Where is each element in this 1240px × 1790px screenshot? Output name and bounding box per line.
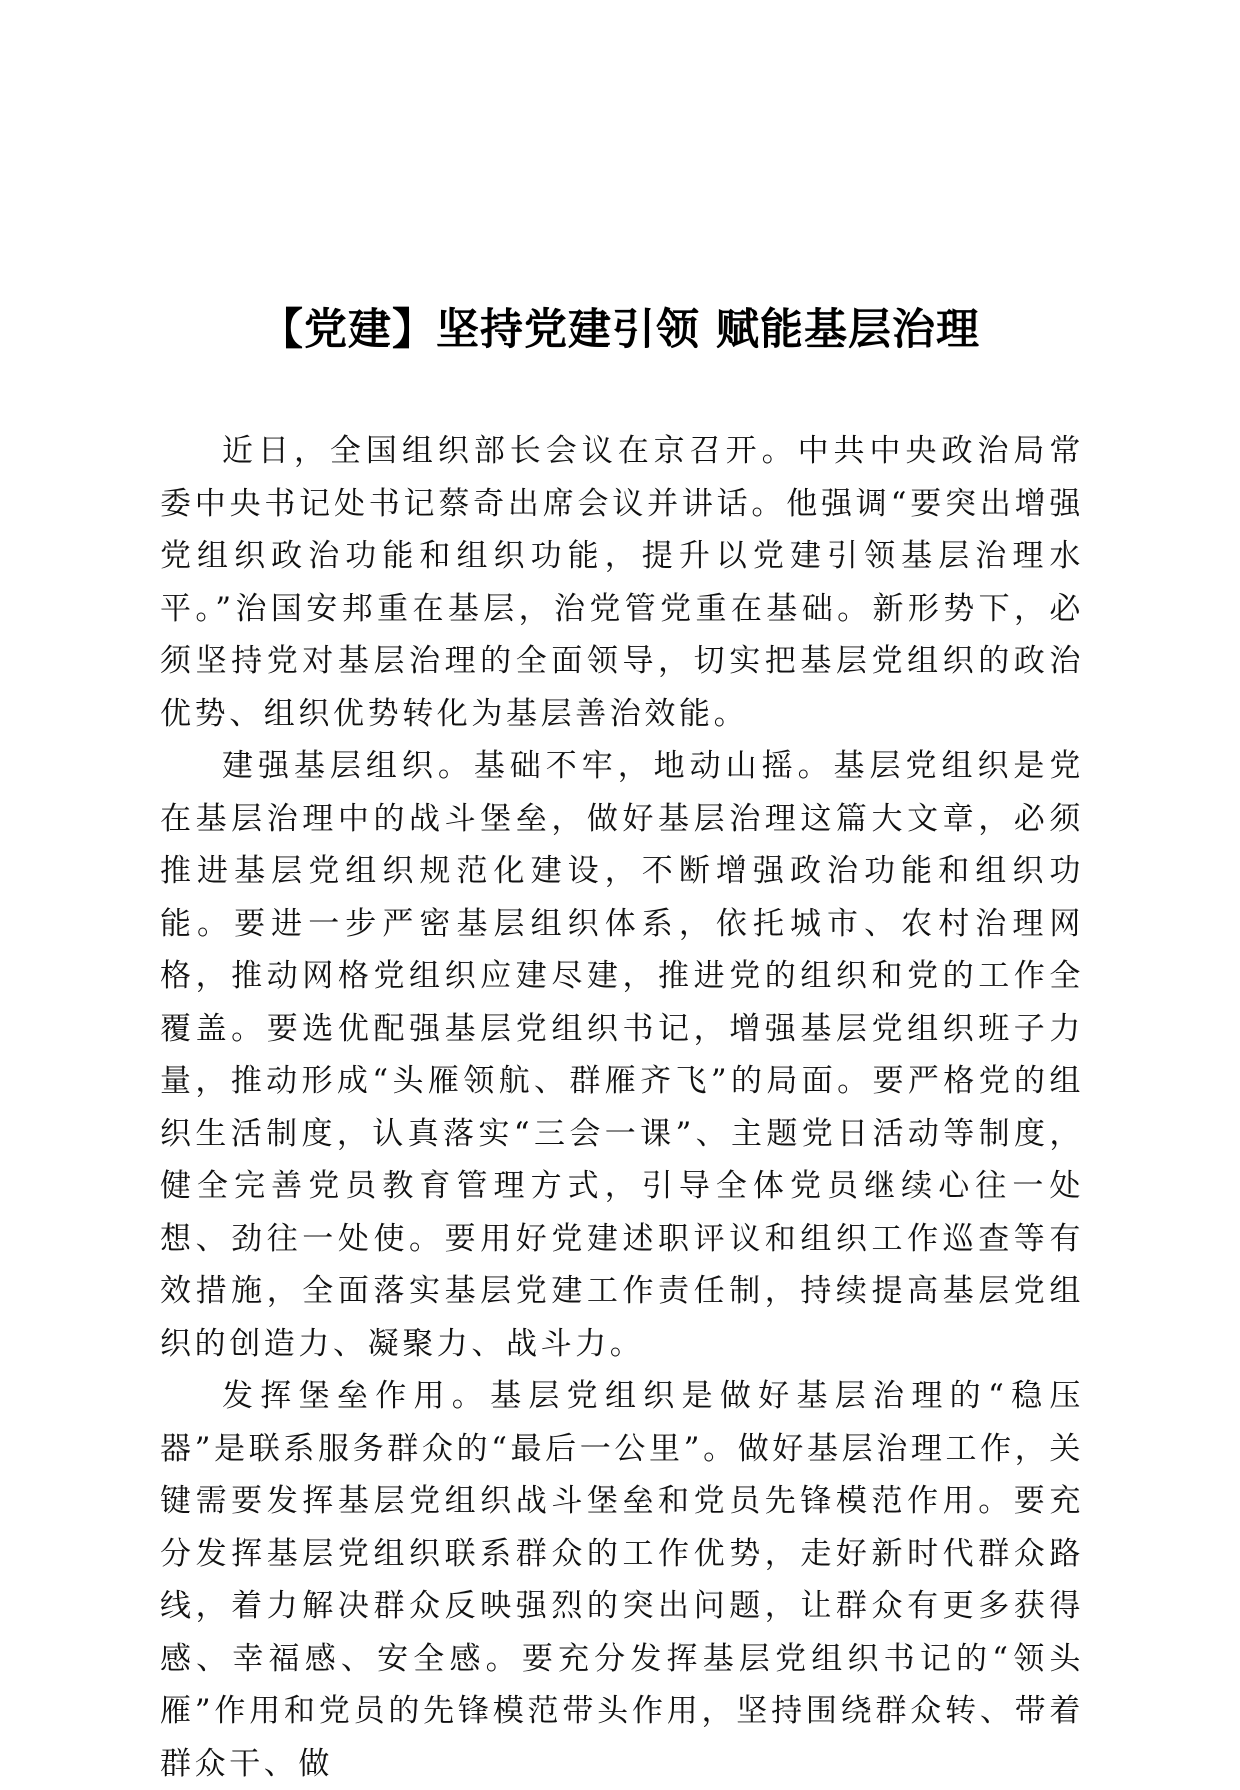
page-title: 【党建】坚持党建引领 赋能基层治理 <box>260 305 980 355</box>
article-body <box>160 425 1084 1790</box>
paragraph-fortress-role: 发挥堡垒作用。基层党组织是做好基层治理的“稳压器”是联系服务群众的“最后一公里”。做好基层治理工作，关键需要发挥基层党组织战斗堡垒和党员先锋模范作用。要充分发挥基层党组织联系群众的工作优势，走好新时代群众路线，着力解决群众反映强烈的突出问题，让群众有更多获得感、幸福感、安全感。要充分发挥基层党组织书记的“领头雁”作用和党员的先锋模范带头作用，坚持围绕群众转、带着群众干、做 <box>160 1378 1084 1782</box>
paragraph-strengthen-organization: 建强基层组织。基础不牢，地动山摇。基层党组织是党在基层治理中的战斗堡垒，做好基层治理这篇大文章，必须推进基层党组织规范化建设，不断增强政治功能和组织功能。要进一步严密基层组织体系，依托城市、农村治理网格，推动网格党组织应建尽建，推进党的组织和党的工作全覆盖。要选优配强基层党组织书记，增强基层党组织班子力量，推动形成“头雁领航、群雁齐飞”的局面。要严格党的组织生活制度，认真落实“三会一课”、主题党日活动等制度，健全完善党员教育管理方式，引导全体党员继续心往一处想、劲往一处使。要用好党建述职评议和组织工作巡查等有效措施，全面落实基层党建工作责任制，持续提高基层党组织的创造力、凝聚力、战斗力。 <box>160 748 1084 1362</box>
paragraph-intro: 近日，全国组织部长会议在京召开。中共中央政治局常委中央书记处书记蔡奇出席会议并讲话。他强调“要突出增强党组织政治功能和组织功能，提升以党建引领基层治理水平。”治国安邦重在基层，治党管党重在基础。新形势下，必须坚持党对基层治理的全面领导，切实把基层党组织的政治优势、组织优势转化为基层善治效能。 <box>160 433 1084 732</box>
